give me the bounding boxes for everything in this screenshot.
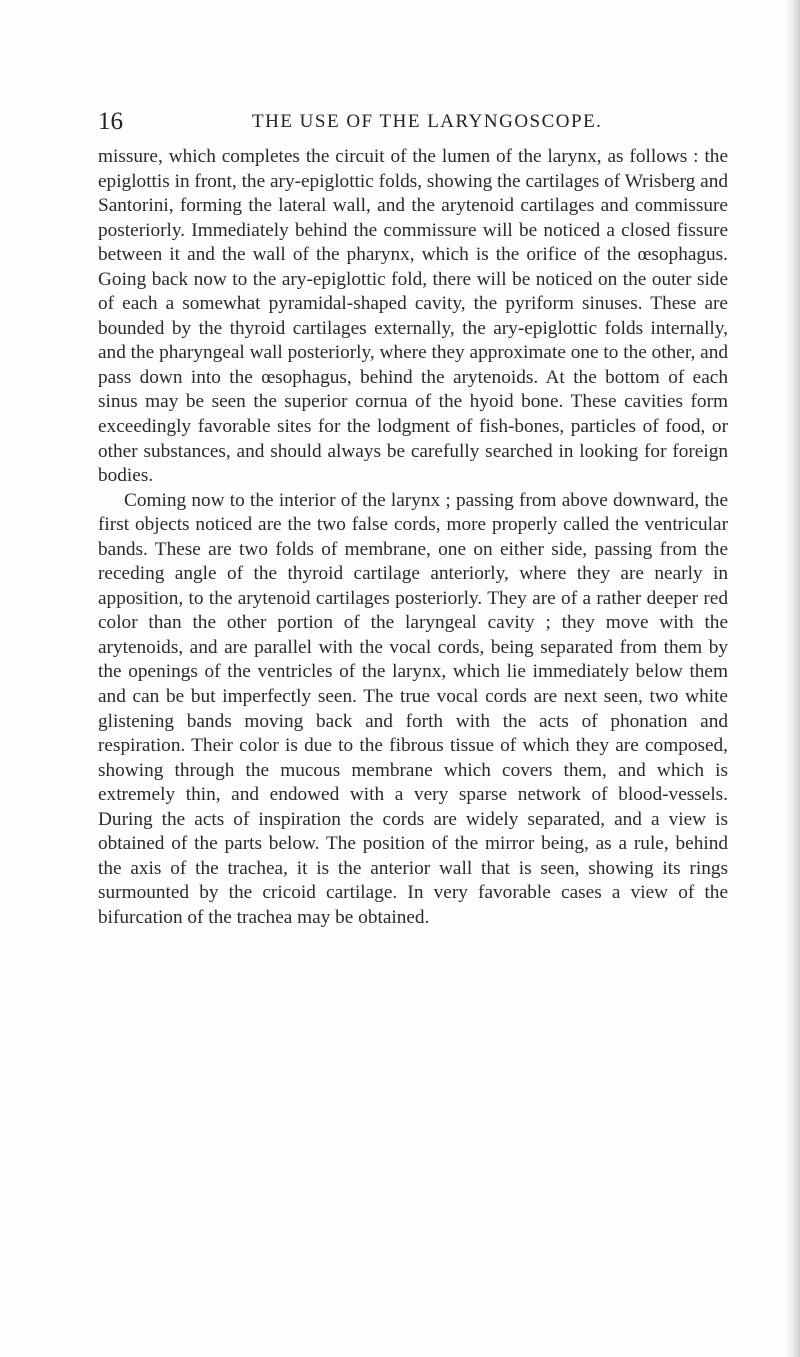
paragraph-pyriform-sinuses: missure, which completes the circuit of the lumen of the larynx, as follows : the epiglottis in front, the ary-epiglottic folds, showing the cartilages of Wrisberg and Santorini, forming the lateral wall, and the arytenoid cartilages and commissure posteriorly. Immediately behind the commissure will be noticed a closed fissure between it and the wall of the pharynx, which is the orifice of the œsophagus. Going back now to the ary-epiglottic fold, there will be noticed on the outer side of each a somewhat pyramidal-shaped cavity, the pyriform sinuses. These are bounded by the thyroid cartilages externally, the ary-epiglottic folds internally, and the pharyngeal wall posteriorly, where they approximate one to the other, and pass down into the œsophagus, behind the arytenoids. At the bottom of each sinus may be seen the superior cornua of the hyoid bone. These cavities form exceedingly favorable sites for the lodgment of fish-bones, particles of food, or other substances, and should always be carefully searched in looking for foreign bodies.: [98, 146, 728, 487]
paragraph-interior-larynx: Coming now to the interior of the larynx ; passing from above downward, the first objects noticed are the two false cords, more properly called the ventricular bands. These are two folds of membrane, one on either side, passing from the receding angle of the thyroid cartilage anteriorly, where they are nearly in apposition, to the arytenoid cartilages posteriorly. They are of a rather deeper red color than the other portion of the laryngeal cavity ; they move with the arytenoids, and are parallel with the vocal cords, being separated from them by the openings of the ventricles of the larynx, which lie immediately below them and can be but imperfectly seen. The true vocal cords are next seen, two white glistening bands moving back and forth with the acts of phonation and respiration. Their color is due to the fibrous tissue of which they are composed, showing through the mucous membrane which covers them, and which is extremely thin, and endowed with a very sparse network of blood-vessels. During the acts of inspiration the cords are widely separated, and a view is obtained of the parts below. The position of the mirror being, as a rule, behind the axis of the trachea, it is the anterior wall that is seen, showing its rings surmounted by the cricoid cartilage. In very favorable cases a view of the bifurcation of the trachea may be obtained.: [98, 489, 728, 928]
page-number: 16: [98, 108, 123, 135]
body-text: [98, 145, 728, 931]
page-header: [98, 104, 726, 140]
page-edge-shadow: [786, 0, 800, 1357]
running-title: THE USE OF THE LARYNGOSCOPE.: [252, 111, 603, 132]
